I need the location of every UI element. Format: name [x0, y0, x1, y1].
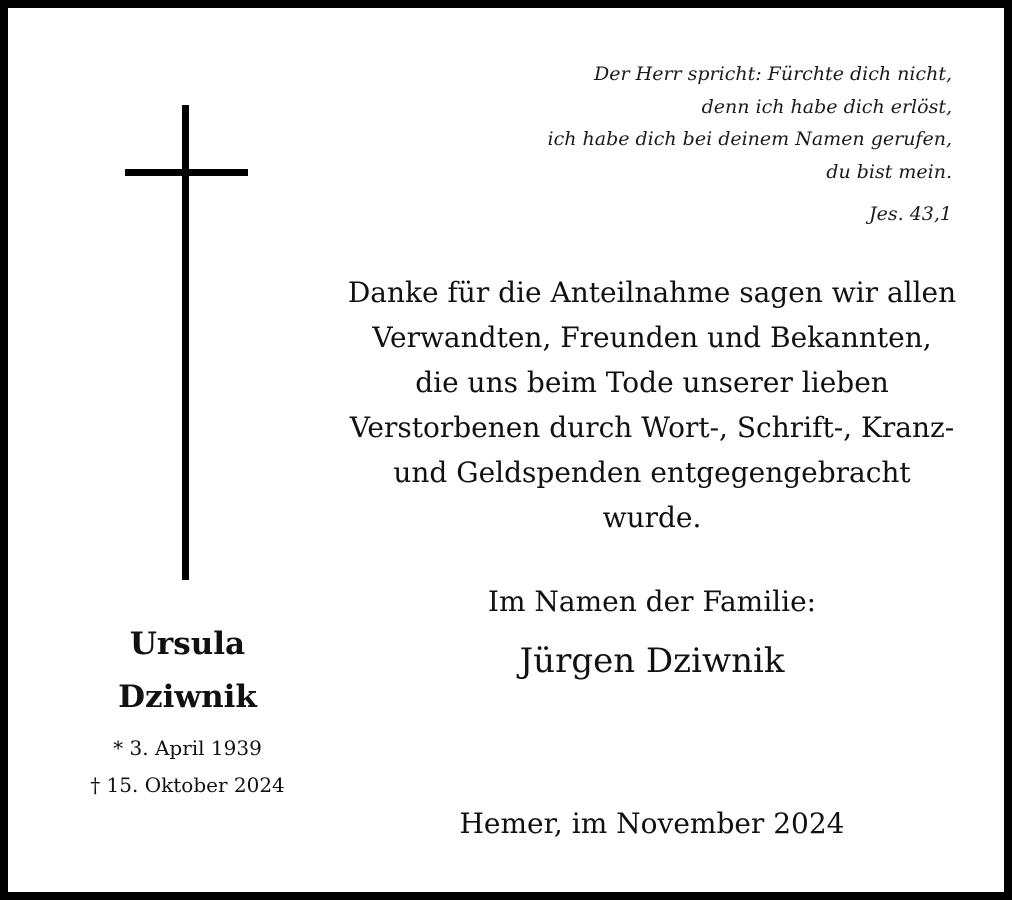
family-signatory-name: Jürgen Dziwnik: [519, 641, 785, 681]
death-date: † 15. Oktober 2024: [90, 773, 285, 797]
thanks-line: Danke für die Anteilnahme sagen wir allen: [347, 276, 957, 309]
thanks-line: die uns beim Tode unserer lieben: [415, 366, 889, 399]
cross-horizontal-bar: [125, 169, 248, 176]
verse-line: du bist mein.: [826, 160, 952, 183]
deceased-first-name: Ursula: [129, 626, 246, 662]
bible-verse: [512, 58, 952, 188]
place-and-date: Hemer, im November 2024: [459, 807, 845, 840]
thanks-text: [332, 270, 972, 540]
verse-line: Der Herr spricht: Fürchte dich nicht,: [594, 63, 952, 85]
thanks-line: wurde.: [602, 501, 702, 534]
verse-line: denn ich habe dich erlöst,: [701, 95, 952, 118]
birth-date: * 3. April 1939: [113, 736, 262, 760]
thanks-line: Verstorbenen durch Wort-, Schrift-, Kranz-: [349, 411, 955, 444]
thanks-line: und Geldspenden entgegengebracht: [393, 456, 911, 489]
verse-line: ich habe dich bei deinem Namen gerufen,: [547, 128, 952, 150]
thanks-line: Verwandten, Freunden und Bekannten,: [372, 321, 932, 354]
deceased-last-name: Dziwnik: [118, 679, 257, 715]
cross-vertical-bar: [182, 105, 189, 580]
family-label: Im Namen der Familie:: [487, 585, 817, 618]
verse-reference: Jes. 43,1: [869, 203, 952, 225]
